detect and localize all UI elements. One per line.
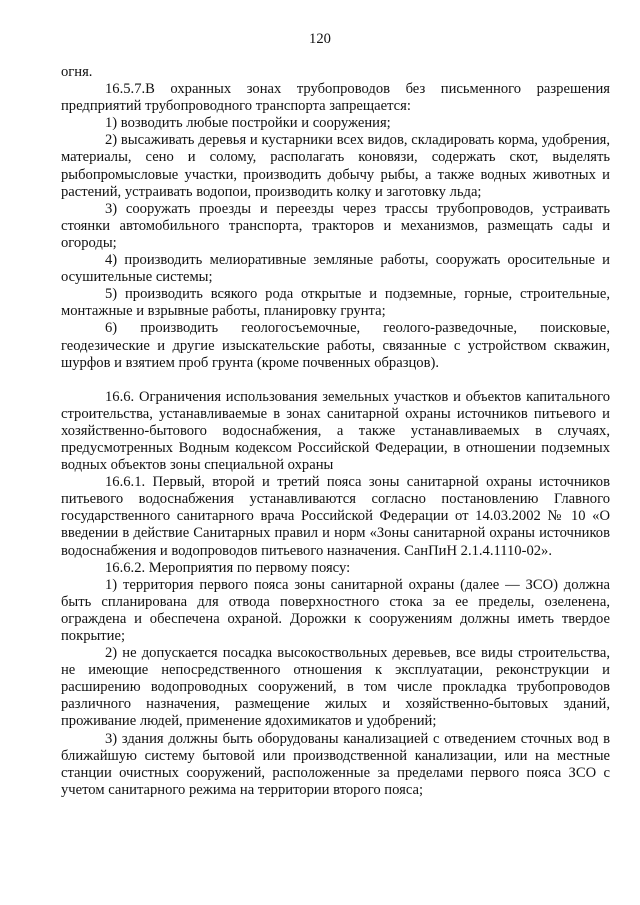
paragraph-continuation: огня. (61, 64, 93, 80)
paragraph-16-6-2: 16.6.2. Мероприятия по первому поясу: (105, 559, 351, 576)
paragraph-gap (61, 372, 610, 389)
list-item-2: 2) высаживать деревья и кустарники всех видов, складировать корма, удобрения, материалы, сено и солому, располагать коновязи, содержать скот, выделять рыбопромысловые участки, производить добычу рыбы, а также водных животных и растений, устраивать водопои, производить колку и заготовку льда; (61, 132, 610, 200)
paragraph-16-5-7: 16.5.7.В охранных зонах трубопроводов без письменного разрешения предприятий трубопроводного транспорта запрещается: (61, 81, 610, 115)
measure-item-3: 3) здания должны быть оборудованы канализацией с отведением сточных вод в ближайшую систему бытовой или производственной канализации, или на местные станции очистных сооружений, расположенные за пределами первого пояса ЗСО с учетом санитарного режима на территории второго пояса; (61, 730, 610, 798)
measure-item-2: 2) не допускается посадка высокоствольных деревьев, все виды строительства, не имеющие непосредственного отношения к эксплуатации, реконструкции и расширению водопроводных сооружений, в том числе прокладка трубопроводов различного назначения, размещение жилых и хозяйственно-бытовых зданий, проживание людей, применение ядохимикатов и удобрений; (61, 645, 610, 730)
list-item-4: 4) производить мелиоративные земляные работы, сооружать оросительные и осушительные системы; (61, 252, 610, 286)
document-body (61, 64, 610, 799)
paragraph-16-6-1: 16.6.1. Первый, второй и третий пояса зоны санитарной охраны источников питьевого водоснабжения устанавливаются согласно постановлению Главного государственного санитарного врача Российской Федерации от 14.03.2002 № 10 «О введении в действие Санитарных правил и норм «Зоны санитарной охраны источников водоснабжения и водопроводов питьевого назначения. СанПиН 2.1.4.1110-02». (61, 474, 610, 559)
list-item-5: 5) производить всякого рода открытые и подземные, горные, строительные, монтажные и взрывные работы, планировку грунта; (61, 286, 610, 320)
list-item-1: 1) возводить любые постройки и сооружения; (105, 115, 391, 132)
list-item-6: 6) производить геологосъемочные, геолого-разведочные, поисковые, геодезические и другие изыскательские работы, связанные с устройством скважин, шурфов и взятием проб грунта (кроме почвенных образцов). (61, 320, 610, 371)
page-number: 120 (309, 31, 331, 47)
list-item-3: 3) сооружать проезды и переезды через трассы трубопроводов, устраивать стоянки автомобильного транспорта, тракторов и механизмов, размещать сады и огороды; (61, 200, 610, 251)
measure-item-1: 1) территория первого пояса зоны санитарной охраны (далее — ЗСО) должна быть спланирована для отвода поверхностного стока за ее пределы, озеленена, ограждена и обеспечена охраной. Дорожки к сооружениям должны иметь твердое покрытие; (61, 576, 610, 644)
section-heading-16-6: 16.6. Ограничения использования земельных участков и объектов капитального строительства, устанавливаемые в зонах санитарной охраны источников питьевого и хозяйственно-бытового водоснабжения, а также устанавливаемых в случаях, предусмотренных Водным кодексом Российской Федерации, в отношении подземных водных объектов зоны специальной охраны (61, 388, 610, 474)
